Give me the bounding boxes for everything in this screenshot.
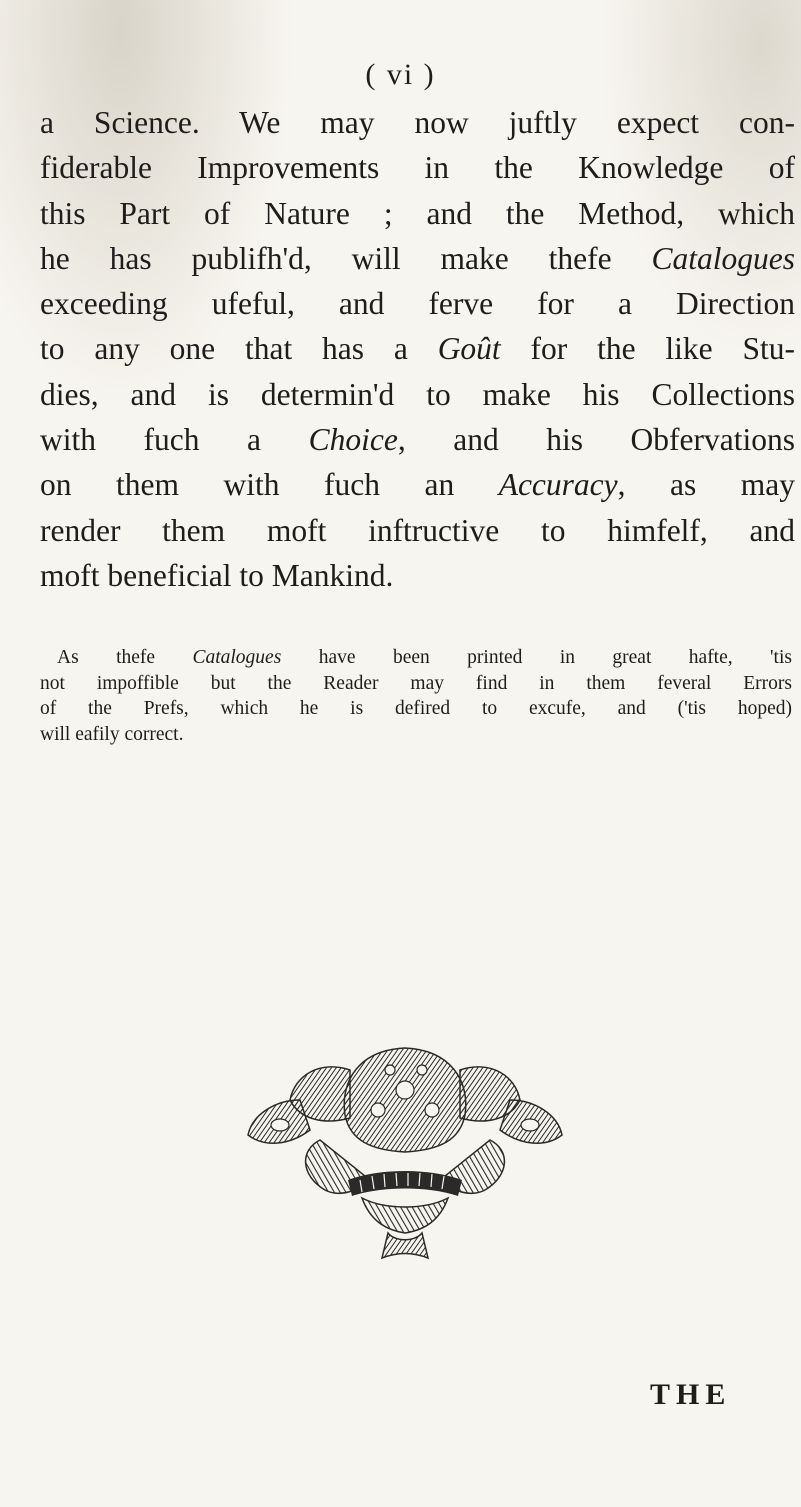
note-line [40, 696, 792, 722]
errata-note [40, 645, 792, 747]
text-run: this Part of Nature ; and the Method, which [40, 195, 795, 231]
text-run: have been printed in great hafte, 'tis [281, 647, 792, 668]
text-run: , and his Obfervations [397, 422, 795, 458]
text-run: fiderable Improvements in the Knowledge of [40, 150, 795, 186]
italic-run: Accuracy [498, 467, 618, 503]
note-line [40, 671, 792, 697]
text-run: exceeding ufeful, and ferve for a Direction [40, 286, 795, 322]
page-number: ( vi ) [365, 58, 436, 91]
text-line [40, 145, 795, 190]
note-line [40, 645, 792, 671]
text-run: of the Prefs, which he is defired to excufe, and ('tis hoped) [40, 698, 792, 719]
text-line [40, 508, 795, 553]
text-run: render them moft inftructive to himfelf, and [40, 512, 795, 548]
text-run: he has publifh'd, will make thefe [40, 240, 652, 276]
text-run: not impoffible but the Reader may find in them feveral Errors [40, 672, 792, 694]
text-line [40, 326, 795, 371]
text-line [40, 372, 795, 417]
text-line [40, 100, 795, 145]
text-run: a Science. We may now juftly expect con- [40, 105, 795, 140]
text-run: on them with fuch an [40, 467, 499, 503]
italic-run: Goût [437, 331, 501, 367]
text-line [40, 236, 795, 281]
text-run: to any one that has a [40, 331, 438, 367]
text-run: , as may [617, 467, 795, 503]
text-run: for the like Stu- [500, 331, 795, 367]
text-line [40, 281, 795, 326]
text-run: with fuch a [40, 422, 309, 458]
text-line [40, 553, 795, 598]
note-line [40, 722, 792, 748]
catchword: THE [650, 1378, 732, 1411]
main-paragraph [40, 100, 795, 598]
text-line [40, 462, 795, 507]
text-run: dies, and is determin'd to make his Collections [40, 376, 795, 412]
italic-run: Catalogues [651, 240, 795, 276]
text-run: As thefe [57, 647, 193, 668]
floral-basket-ornament-icon [240, 1030, 570, 1270]
text-run: will eafily correct. [40, 723, 184, 745]
text-line [40, 191, 795, 236]
text-run: moft beneficial to Mankind. [40, 557, 394, 593]
italic-run: Catalogues [192, 647, 282, 668]
text-line [40, 417, 795, 462]
italic-run: Choice [308, 422, 398, 458]
